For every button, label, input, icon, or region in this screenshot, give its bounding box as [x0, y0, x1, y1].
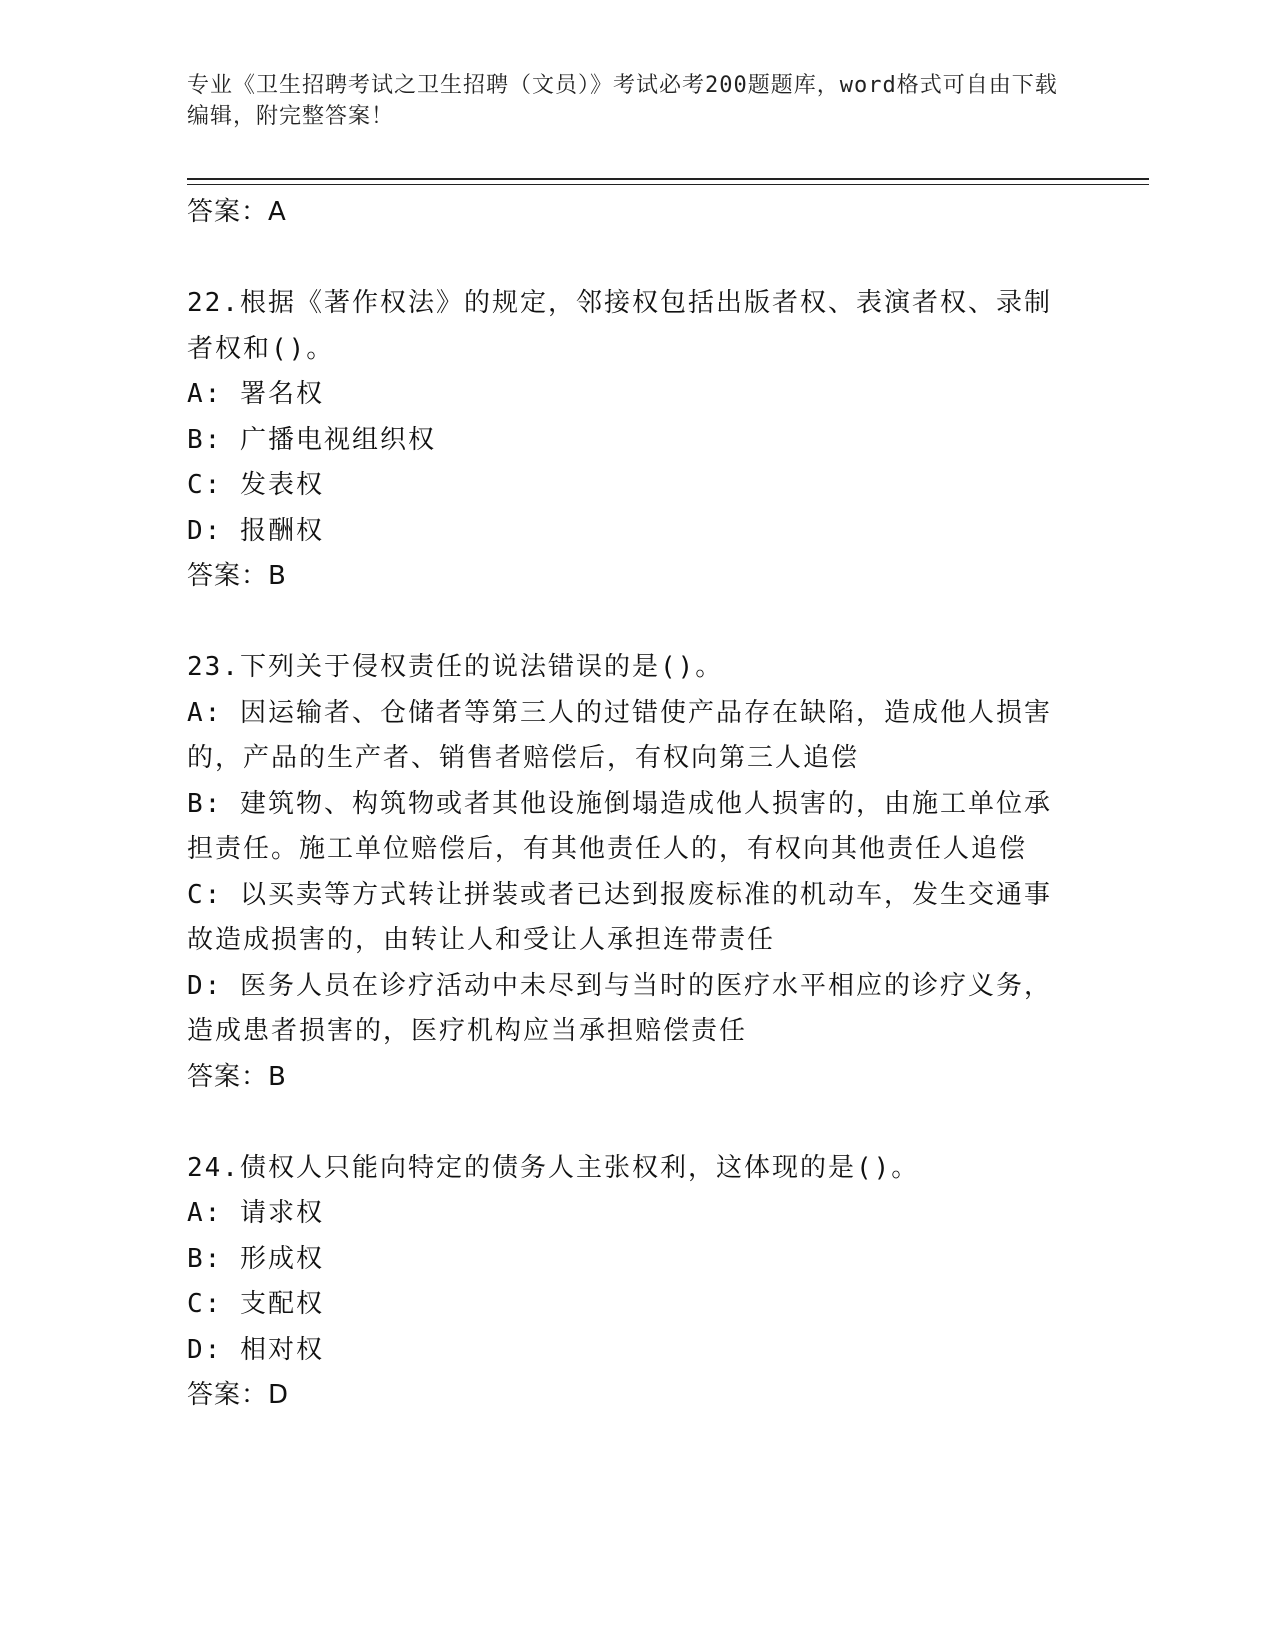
option-b: B: 形成权	[187, 1243, 324, 1274]
question-list	[187, 190, 1067, 1419]
option-c: C: 发表权	[187, 470, 324, 500]
option-b: B: 建筑物、构筑物或者其他设施倒塌造成他人损害的，由施工单位承担责任。施工单位赔偿后，有其他责任人的，有权向其他责任人追偿	[187, 788, 1052, 864]
answer-line: 答案：D	[187, 1380, 290, 1410]
document-header: 专业《卫生招聘考试之卫生招聘（文员）》考试必考200题题库，word格式可自由下载编辑，附完整答案！	[187, 73, 1058, 129]
question-stem: 23.下列关于侵权责任的说法错误的是()。	[187, 652, 724, 682]
question-stem: 24.债权人只能向特定的债务人主张权利，这体现的是()。	[187, 1152, 920, 1183]
header-divider-thin	[187, 184, 1149, 185]
option-c: C: 以买卖等方式转让拼装或者已达到报废标准的机动车，发生交通事故造成损害的，由转让人和受让人承担连带责任	[187, 879, 1052, 955]
question-24	[187, 1146, 1067, 1419]
option-b: B: 广播电视组织权	[187, 424, 436, 455]
option-d: D: 医务人员在诊疗活动中未尽到与当时的医疗水平相应的诊疗义务，造成患者损害的，医疗机构应当承担赔偿责任	[187, 970, 1052, 1046]
option-a: A: 因运输者、仓储者等第三人的过错使产品存在缺陷，造成他人损害的，产品的生产者、销售者赔偿后，有权向第三人追偿	[187, 697, 1052, 773]
answer-line: 答案：B	[187, 1061, 287, 1092]
option-a: A: 请求权	[187, 1198, 324, 1228]
answer-line: 答案：B	[187, 561, 287, 591]
option-c: C: 支配权	[187, 1289, 324, 1319]
question-22	[187, 281, 1067, 600]
option-a: A: 署名权	[187, 379, 324, 409]
question-23	[187, 645, 1067, 1100]
option-d: D: 报酬权	[187, 515, 324, 546]
previous-answer: 答案：A	[187, 197, 287, 227]
question-stem: 22.根据《著作权法》的规定，邻接权包括出版者权、表演者权、录制者权和()。	[187, 288, 1052, 364]
header-divider-thick	[187, 178, 1149, 180]
option-d: D: 相对权	[187, 1334, 324, 1365]
